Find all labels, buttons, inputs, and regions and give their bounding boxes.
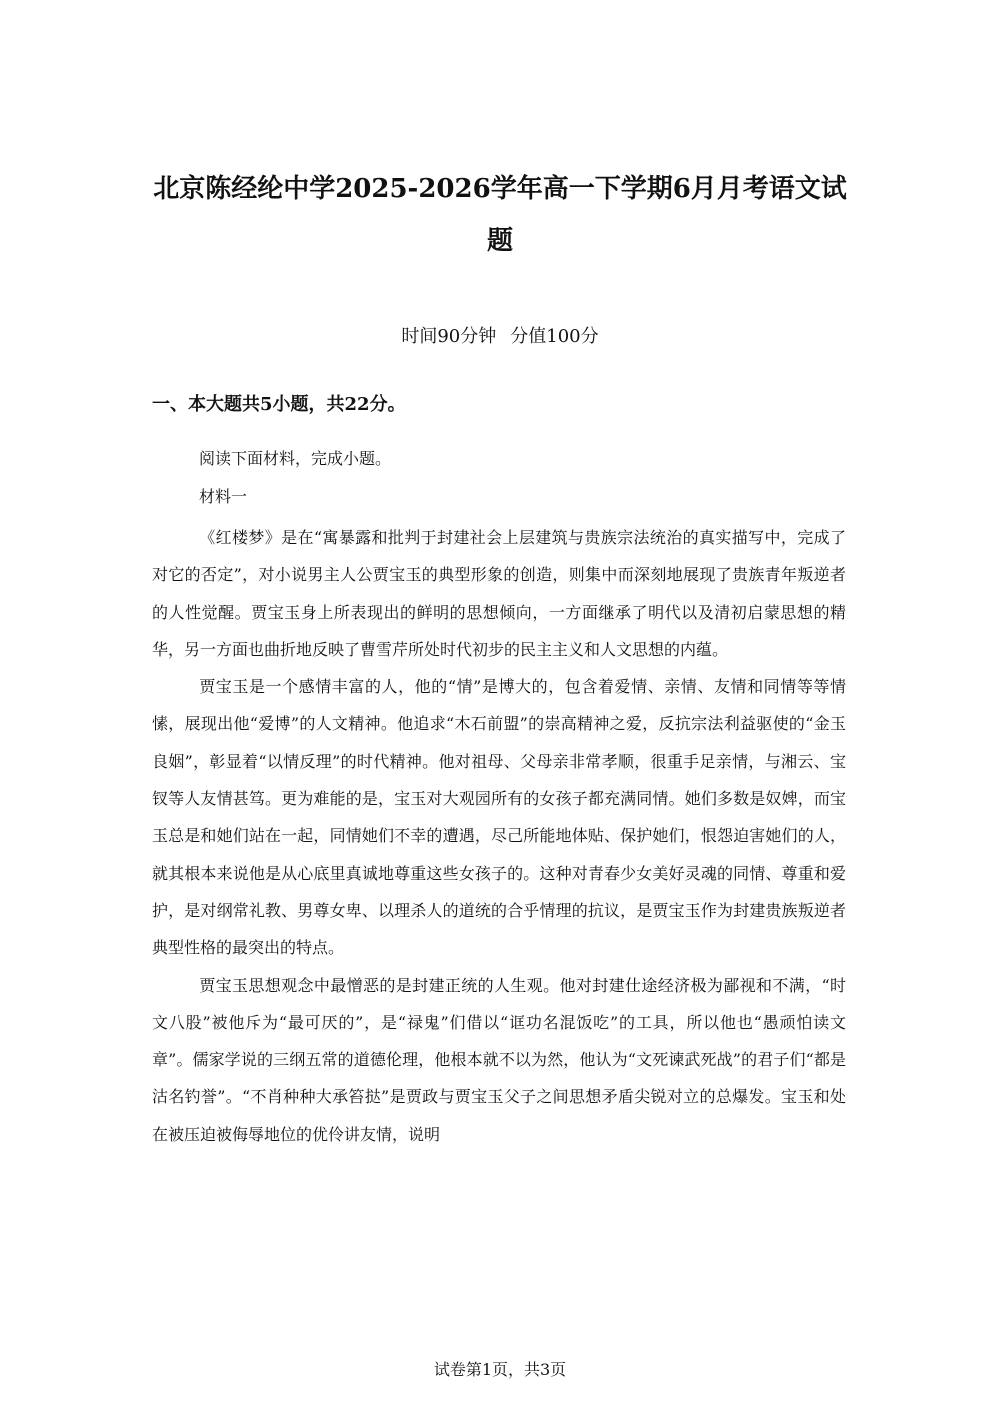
reading-instruction: 阅读下面材料，完成小题。	[199, 449, 392, 468]
exam-title-continued: 题	[486, 226, 513, 256]
paragraph-3: 贾宝玉思想观念中最憎恶的是封建正统的人生观。他对封建仕途经济极为鄙视和不满，“时文八股”被他斥为“最可厌的”，是“禄鬼”们借以“诓功名混饭吃”的工具，所以他也“愚顽怕读文章”。儒家学说的三纲五常的道德伦理，他根本就不以为然，他认为“文死谏武死战”的君子们“都是沽名钓誉”。“不肖种种大承笞挞”是贾政与贾宝玉父子之间思想矛盾尖锐对立的总爆发。宝玉和处在被压迫被侮辱地位的优伶讲友情，说明	[152, 975, 846, 1144]
material-text	[152, 519, 846, 1153]
time-limit: 时间90分钟	[401, 326, 497, 347]
page-footer: 试卷第1页，共3页	[433, 1360, 567, 1379]
material-label: 材料一	[199, 487, 248, 506]
paragraph-1: 《红楼梦》是在“寓暴露和批判于封建社会上层建筑与贵族宗法统治的真实描写中，完成了对它的否定”，对小说男主人公贾宝玉的典型形象的创造，则集中而深刻地展现了贵族青年叛逆者的人性觉醒。贾宝玉身上所表现出的鲜明的思想倾向，一方面继承了明代以及清初启蒙思想的精华，另一方面也曲折地反映了曹雪芹所处时代初步的民主主义和人文思想的内蕴。	[152, 528, 846, 659]
exam-title: 北京陈经纶中学2025-2026学年高一下学期6月月考语文试	[153, 174, 847, 204]
section-heading: 一、本大题共5小题，共22分。	[152, 394, 406, 415]
total-score: 分值100分	[510, 326, 599, 347]
paragraph-2: 贾宝玉是一个感情丰富的人，他的“情”是博大的，包含着爱情、亲情、友情和同情等等情愫，展现出他“爱博”的人文精神。他追求“木石前盟”的崇高精神之爱，反抗宗法利益驱使的“金玉良姻”，彰显着“以情反理”的时代精神。他对祖母、父母亲非常孝顺，很重手足亲情，与湘云、宝钗等人友情甚笃。更为难能的是，宝玉对大观园所有的女孩子都充满同情。她们多数是奴婢，而宝玉总是和她们站在一起，同情她们不幸的遭遇，尽己所能地体贴、保护她们，恨怨迫害她们的人，就其根本来说他是从心底里真诚地尊重这些女孩子的。这种对青春少女美好灵魂的同情、尊重和爱护，是对纲常礼教、男尊女卑、以理杀人的道统的合乎情理的抗议，是贾宝玉作为封建贵族叛逆者典型性格的最突出的特点。	[152, 677, 846, 958]
exam-meta	[0, 322, 1000, 348]
